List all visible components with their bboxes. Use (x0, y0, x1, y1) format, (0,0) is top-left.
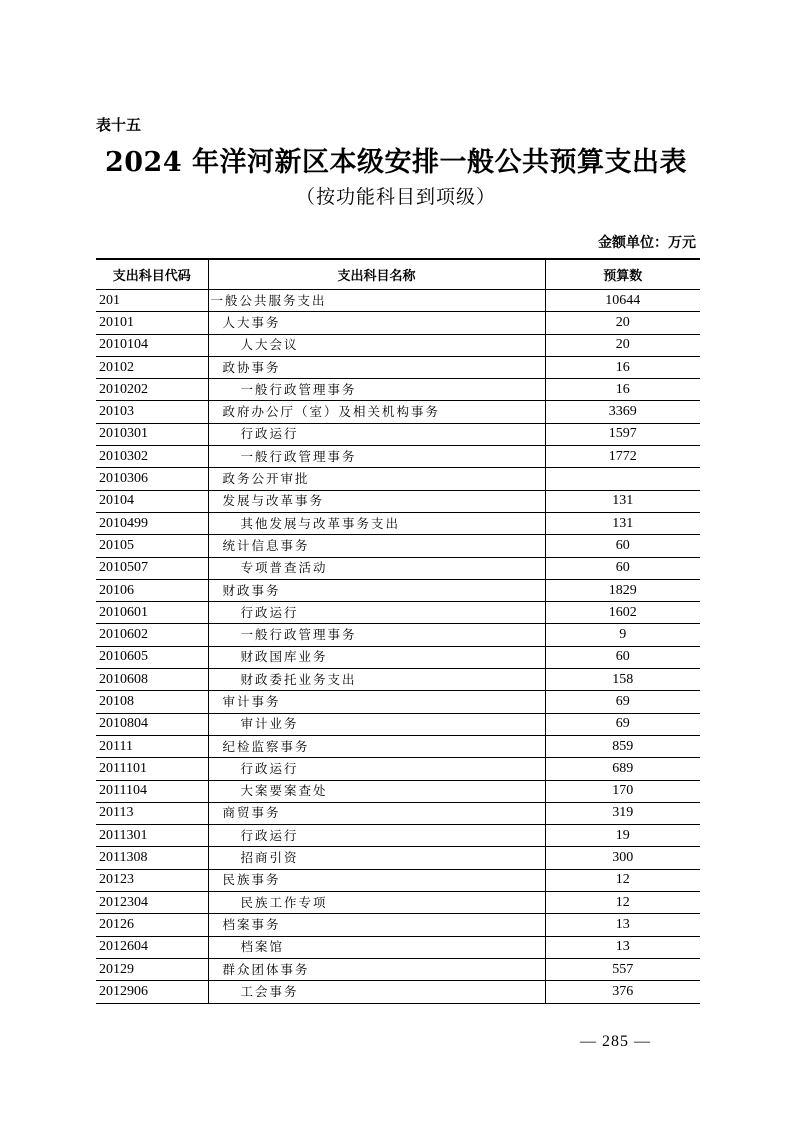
table-row (96, 691, 700, 713)
table-row (96, 646, 700, 668)
subject-code-cell: 20123 (96, 869, 208, 891)
subject-code-cell: 20104 (96, 490, 208, 512)
budget-amount-cell: 60 (545, 646, 700, 668)
budget-amount-cell: 319 (545, 802, 700, 824)
budget-amount-cell: 20 (545, 312, 700, 334)
table-row (96, 468, 700, 490)
subject-name-cell: 专项普查活动 (208, 557, 545, 579)
column-header-name: 支出科目名称 (208, 259, 545, 290)
table-row (96, 758, 700, 780)
budget-amount-cell: 12 (545, 869, 700, 891)
budget-amount-cell: 859 (545, 735, 700, 757)
table-row (96, 312, 700, 334)
budget-amount-cell: 300 (545, 847, 700, 869)
subject-code-cell: 20102 (96, 356, 208, 378)
subject-name-cell: 政务公开审批 (208, 468, 545, 490)
table-row (96, 557, 700, 579)
subject-name-cell: 一般行政管理事务 (208, 379, 545, 401)
subject-name-cell: 财政国库业务 (208, 646, 545, 668)
subject-code-cell: 2010601 (96, 602, 208, 624)
page-subtitle: （按功能科目到项级） (295, 186, 496, 208)
table-row (96, 490, 700, 512)
budget-amount-cell: 158 (545, 669, 700, 691)
subject-name-cell: 发展与改革事务 (208, 490, 545, 512)
subject-code-cell: 20113 (96, 802, 208, 824)
subject-name-cell: 一般行政管理事务 (208, 446, 545, 468)
budget-amount-cell: 69 (545, 691, 700, 713)
table-row (96, 892, 700, 914)
subject-code-cell: 2010605 (96, 646, 208, 668)
subject-name-cell: 行政运行 (208, 423, 545, 445)
budget-amount-cell: 170 (545, 780, 700, 802)
table-label: 表十五 (96, 116, 142, 134)
budget-amount-cell: 60 (545, 535, 700, 557)
table-row (96, 602, 700, 624)
subject-code-cell: 2012304 (96, 892, 208, 914)
budget-amount-cell: 12 (545, 892, 700, 914)
budget-amount-cell: 689 (545, 758, 700, 780)
subject-code-cell: 2010507 (96, 557, 208, 579)
table-row (96, 624, 700, 646)
subject-code-cell: 20105 (96, 535, 208, 557)
subject-name-cell: 财政事务 (208, 579, 545, 601)
subject-name-cell: 其他发展与改革事务支出 (208, 512, 545, 534)
subject-code-cell: 2011104 (96, 780, 208, 802)
table-row (96, 802, 700, 824)
table-row (96, 512, 700, 534)
table-row (96, 423, 700, 445)
table-row (96, 869, 700, 891)
subject-code-cell: 2012604 (96, 936, 208, 958)
budget-amount-cell: 1602 (545, 602, 700, 624)
subject-name-cell: 档案馆 (208, 936, 545, 958)
subject-code-cell: 20111 (96, 735, 208, 757)
subject-name-cell: 审计业务 (208, 713, 545, 735)
amount-unit-label: 金额单位：万元 (598, 235, 696, 251)
budget-amount-cell: 1597 (545, 423, 700, 445)
subject-name-cell: 工会事务 (208, 981, 545, 1003)
subject-name-cell: 人大会议 (208, 334, 545, 356)
budget-amount-cell (545, 468, 700, 490)
subject-code-cell: 2010804 (96, 713, 208, 735)
subject-name-cell: 招商引资 (208, 847, 545, 869)
subject-name-cell: 一般行政管理事务 (208, 624, 545, 646)
table-row (96, 446, 700, 468)
budget-amount-cell: 3369 (545, 401, 700, 423)
table-row (96, 713, 700, 735)
budget-amount-cell: 69 (545, 713, 700, 735)
budget-amount-cell: 1829 (545, 579, 700, 601)
budget-amount-cell: 60 (545, 557, 700, 579)
table-row (96, 669, 700, 691)
subject-name-cell: 财政委托业务支出 (208, 669, 545, 691)
page-number: — 285 — (580, 1033, 651, 1050)
subject-name-cell: 大案要案查处 (208, 780, 545, 802)
subject-code-cell: 2012906 (96, 981, 208, 1003)
budget-amount-cell: 131 (545, 490, 700, 512)
table-row (96, 735, 700, 757)
table-row (96, 914, 700, 936)
subject-name-cell: 民族工作专项 (208, 892, 545, 914)
subject-code-cell: 2010302 (96, 446, 208, 468)
table-row (96, 825, 700, 847)
table-row (96, 958, 700, 980)
table-row (96, 401, 700, 423)
table-row (96, 780, 700, 802)
table-header-row (96, 259, 700, 290)
budget-amount-cell: 10644 (545, 290, 700, 312)
subject-name-cell: 行政运行 (208, 825, 545, 847)
subject-code-cell: 2011301 (96, 825, 208, 847)
table-row (96, 356, 700, 378)
subject-name-cell: 纪检监察事务 (208, 735, 545, 757)
budget-amount-cell: 9 (545, 624, 700, 646)
page-title: 2024 年洋河新区本级安排一般公共预算支出表 (104, 147, 688, 178)
subject-code-cell: 20101 (96, 312, 208, 334)
table-row (96, 334, 700, 356)
subject-code-cell: 2010104 (96, 334, 208, 356)
subject-code-cell: 2010499 (96, 512, 208, 534)
subject-code-cell: 2010306 (96, 468, 208, 490)
subject-code-cell: 20129 (96, 958, 208, 980)
subject-name-cell: 行政运行 (208, 602, 545, 624)
table-body (96, 290, 700, 1004)
budget-amount-cell: 19 (545, 825, 700, 847)
budget-amount-cell: 20 (545, 334, 700, 356)
subject-code-cell: 20126 (96, 914, 208, 936)
subject-name-cell: 一般公共服务支出 (208, 290, 545, 312)
subject-code-cell: 2010602 (96, 624, 208, 646)
subject-code-cell: 2010301 (96, 423, 208, 445)
budget-table (96, 258, 700, 1004)
subject-name-cell: 人大事务 (208, 312, 545, 334)
table-row (96, 290, 700, 312)
subject-name-cell: 档案事务 (208, 914, 545, 936)
column-header-code: 支出科目代码 (96, 259, 208, 290)
subject-name-cell: 政协事务 (208, 356, 545, 378)
subject-name-cell: 民族事务 (208, 869, 545, 891)
subject-code-cell: 2011101 (96, 758, 208, 780)
subject-code-cell: 201 (96, 290, 208, 312)
budget-amount-cell: 557 (545, 958, 700, 980)
subject-code-cell: 2010202 (96, 379, 208, 401)
table-row (96, 535, 700, 557)
column-header-amount: 预算数 (545, 259, 700, 290)
subject-name-cell: 行政运行 (208, 758, 545, 780)
budget-amount-cell: 16 (545, 356, 700, 378)
subject-name-cell: 商贸事务 (208, 802, 545, 824)
subject-code-cell: 20106 (96, 579, 208, 601)
budget-amount-cell: 13 (545, 936, 700, 958)
budget-amount-cell: 376 (545, 981, 700, 1003)
subject-name-cell: 群众团体事务 (208, 958, 545, 980)
budget-amount-cell: 16 (545, 379, 700, 401)
table-row (96, 579, 700, 601)
subject-code-cell: 2011308 (96, 847, 208, 869)
subject-name-cell: 政府办公厅（室）及相关机构事务 (208, 401, 545, 423)
subject-name-cell: 统计信息事务 (208, 535, 545, 557)
subject-name-cell: 审计事务 (208, 691, 545, 713)
budget-amount-cell: 13 (545, 914, 700, 936)
subject-code-cell: 20103 (96, 401, 208, 423)
budget-amount-cell: 131 (545, 512, 700, 534)
budget-amount-cell: 1772 (545, 446, 700, 468)
table-row (96, 981, 700, 1003)
subject-code-cell: 2010608 (96, 669, 208, 691)
table-row (96, 379, 700, 401)
table-row (96, 847, 700, 869)
table-row (96, 936, 700, 958)
subject-code-cell: 20108 (96, 691, 208, 713)
